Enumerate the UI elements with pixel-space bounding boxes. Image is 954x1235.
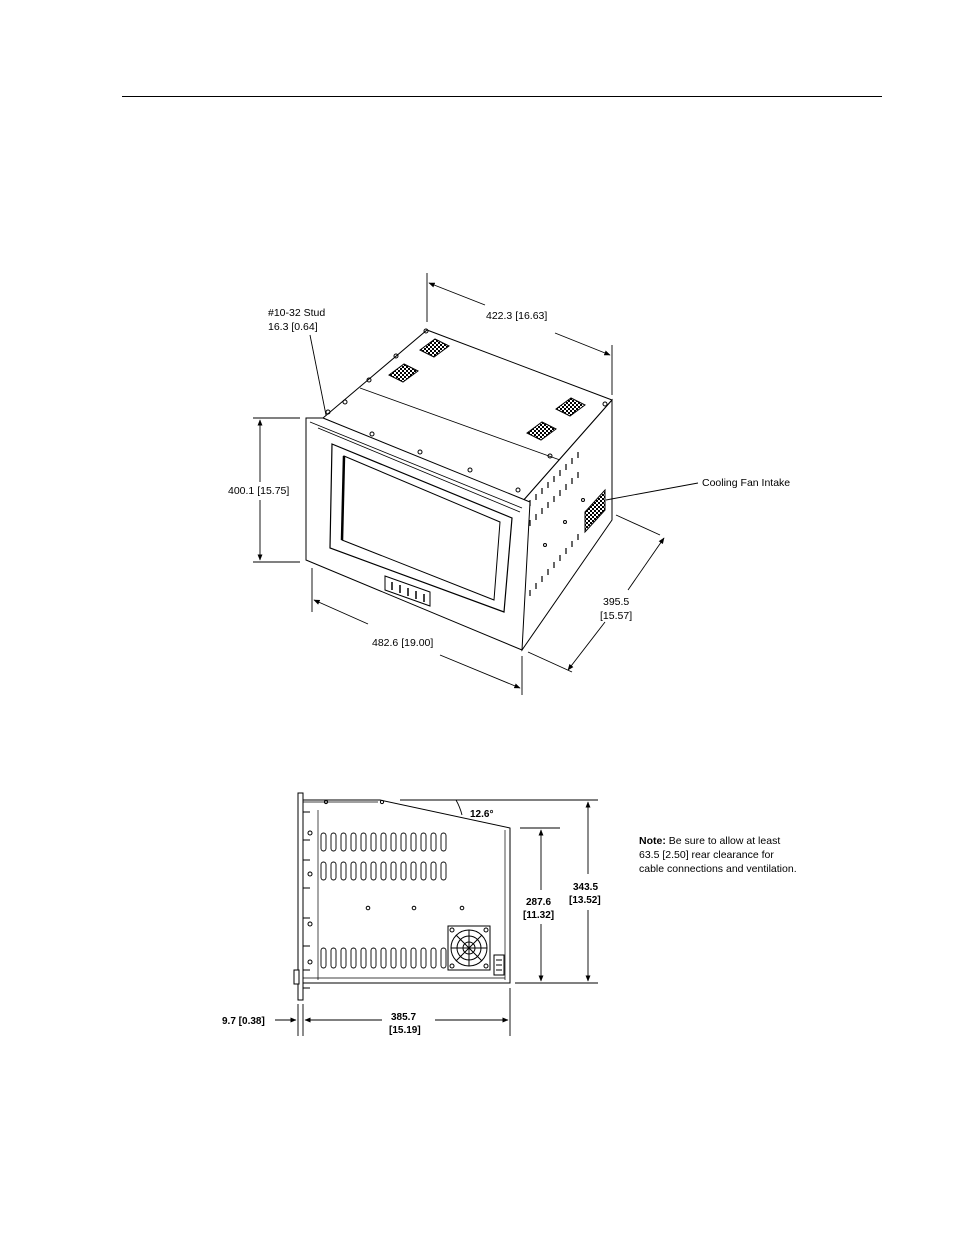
isometric-monitor [306, 329, 612, 650]
width-label: 482.6 [19.00] [372, 637, 434, 649]
angle-label: 12.6° [470, 809, 494, 820]
height-label: 400.1 [15.75] [228, 485, 290, 497]
total-height-label-1: 343.5 [573, 882, 599, 893]
rear-height-label-2: [11.32] [523, 910, 555, 921]
fan-label: Cooling Fan Intake [702, 477, 791, 489]
note-bold: Note: [639, 835, 666, 847]
front-flange [298, 793, 303, 1000]
side-depth-label-1: 395.5 [603, 596, 630, 608]
flange-label: 9.7 [0.38] [222, 1016, 265, 1027]
depth-label-1: 385.7 [391, 1012, 417, 1023]
note-line-1 [639, 835, 780, 847]
stud-label-2: 16.3 [0.64] [268, 321, 318, 333]
note-line-3: cable connections and ventilation. [639, 863, 797, 875]
stud-label-1: #10-32 Stud [268, 307, 326, 319]
side-depth-label-2: [15.57] [600, 610, 633, 622]
note-text-1: Be sure to allow at least [665, 835, 781, 847]
depth-top-label: 422.3 [16.63] [486, 310, 548, 322]
note-line-2: 63.5 [2.50] rear clearance for [639, 849, 774, 861]
total-height-label-2: [13.52] [569, 895, 601, 906]
rear-height-label-1: 287.6 [526, 897, 552, 908]
depth-label-2: [15.19] [389, 1025, 421, 1036]
